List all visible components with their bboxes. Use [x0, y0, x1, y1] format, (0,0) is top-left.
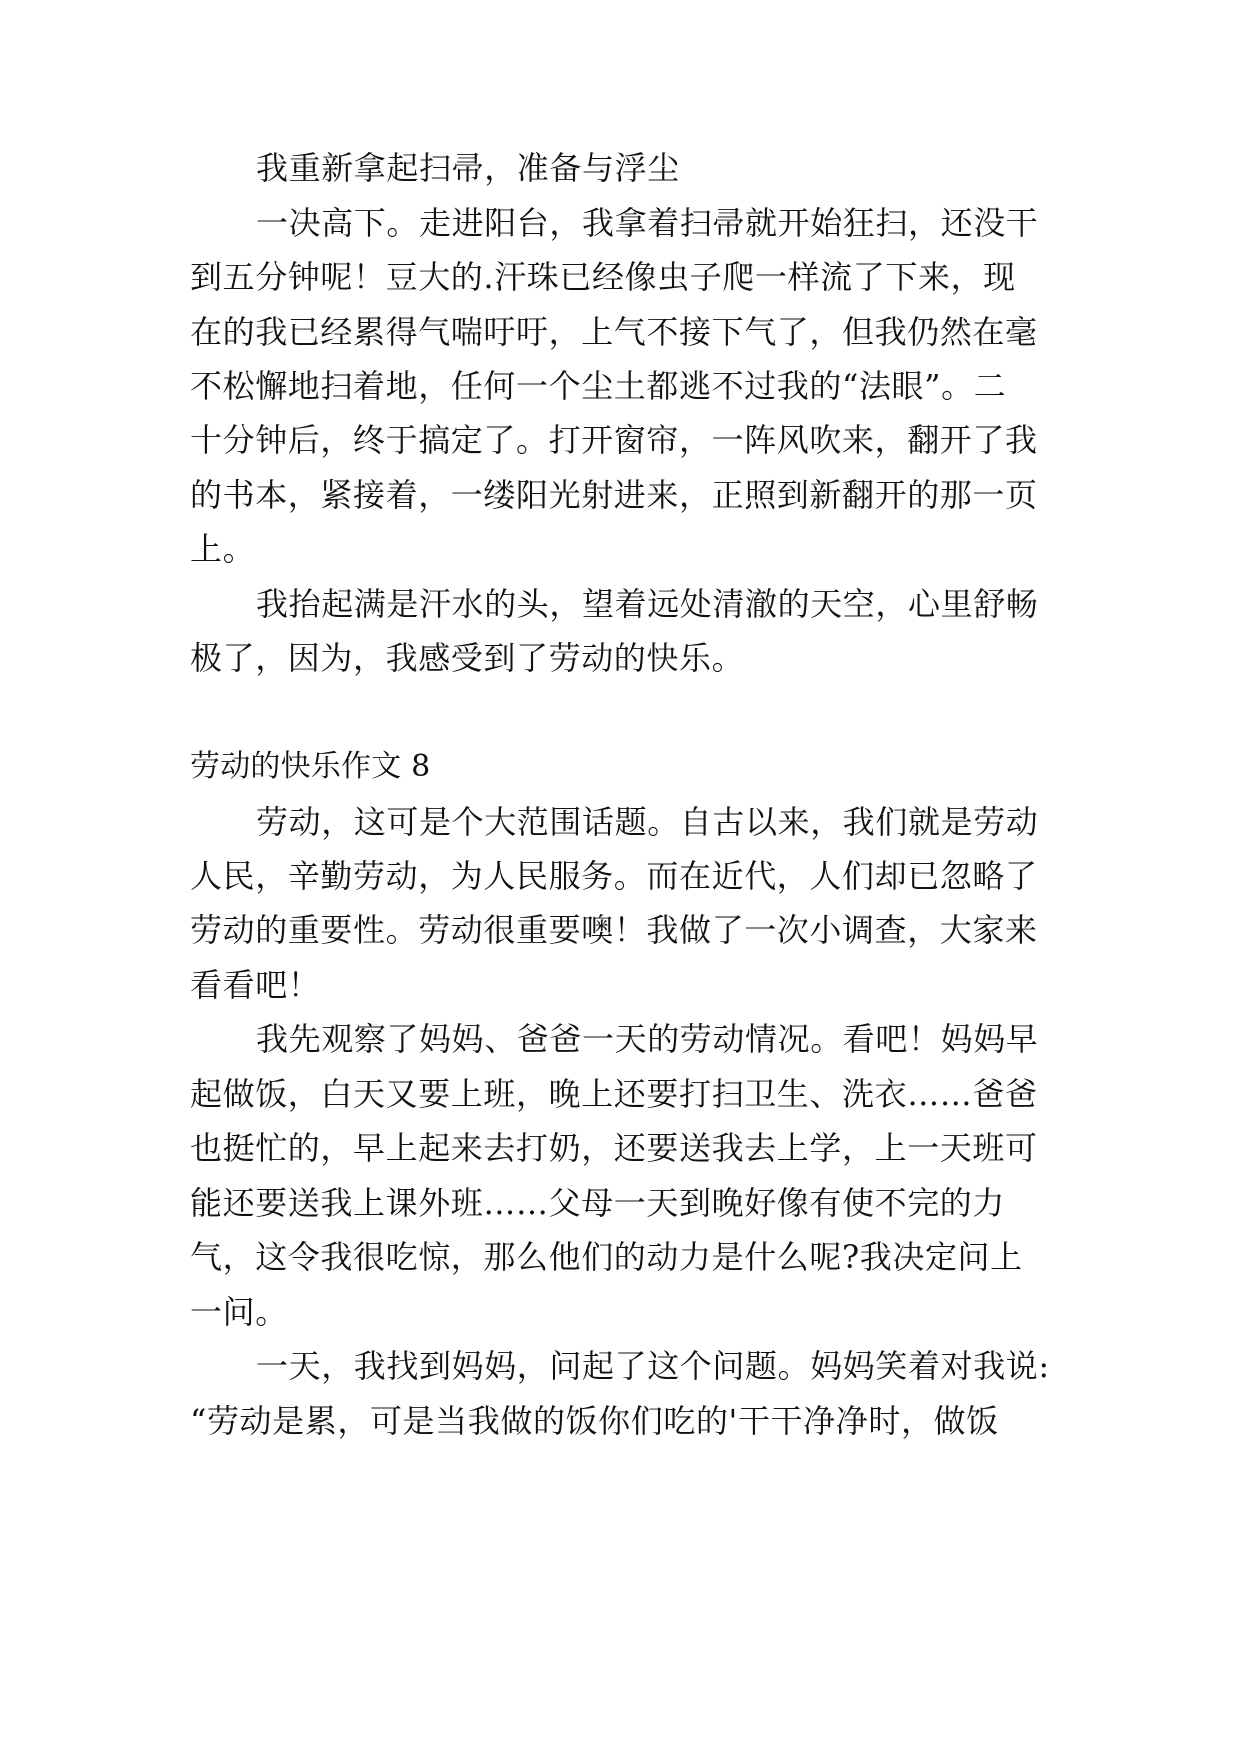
text-line: 我抬起满是汗水的头，望着远处清澈的天空，心里舒畅: [256, 585, 1039, 623]
text-line: 看看吧！: [190, 966, 321, 1004]
text-line: 能还要送我上课外班……父母一天到晚好像有使不完的力: [190, 1184, 1006, 1222]
text-line: 一决高下。走进阳台，我拿着扫帚就开始狂扫，还没干: [256, 204, 1039, 242]
text-line: 也挺忙的，早上起来去打奶，还要送我去上学，上一天班可: [190, 1129, 1038, 1167]
text-line: 到五分钟呢！豆大的.汗珠已经像虫子爬一样流了下来，现: [190, 258, 1016, 296]
text-line: 起做饭，白天又要上班，晚上还要打扫卫生、洗衣……爸爸: [190, 1075, 1038, 1113]
text-line: 劳动的重要性。劳动很重要噢！我做了一次小调查，大家来: [190, 911, 1038, 949]
section-heading: 劳动的快乐作文 8: [190, 749, 431, 784]
text-line: 我重新拿起扫帚，准备与浮尘: [256, 149, 680, 187]
text-line: “劳动是累，可是当我做的饭你们吃的'干干净净时，做饭: [190, 1402, 999, 1440]
text-line: 十分钟后，终于搞定了。打开窗帘，一阵风吹来，翻开了我: [190, 421, 1038, 459]
text-line: 一天，我找到妈妈，问起了这个问题。妈妈笑着对我说:: [256, 1347, 1050, 1385]
text-line: 上。: [190, 530, 256, 568]
text-line: 极了，因为，我感受到了劳动的快乐。: [190, 639, 745, 677]
text-line: 在的我已经累得气喘吁吁，上气不接下气了，但我仍然在毫: [190, 313, 1038, 351]
text-line: 人民，辛勤劳动，为人民服务。而在近代，人们却已忽略了: [190, 857, 1038, 895]
document-page: [190, 0, 1050, 1754]
text-line: 劳动，这可是个大范围话题。自古以来，我们就是劳动: [256, 803, 1039, 841]
text-line: 我先观察了妈妈、爸爸一天的劳动情况。看吧！妈妈早: [256, 1020, 1039, 1058]
text-line: 不松懈地扫着地，任何一个尘土都逃不过我的“法眼”。二: [190, 367, 1007, 405]
text-line: 一问。: [190, 1293, 288, 1331]
text-line: 气，这令我很吃惊，那么他们的动力是什么呢?我决定问上: [190, 1238, 1023, 1276]
text-line: 的书本，紧接着，一缕阳光射进来，正照到新翻开的那一页: [190, 476, 1038, 514]
